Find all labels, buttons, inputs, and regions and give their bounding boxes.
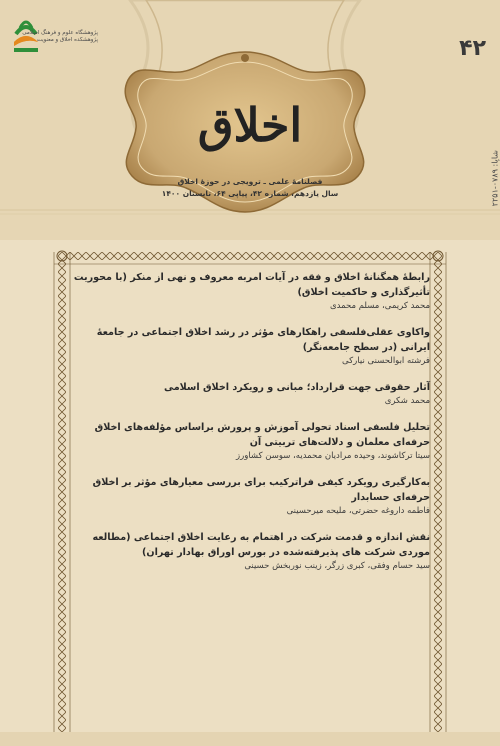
article-title: واکاوی عقلی‌فلسفی راهکارهای مؤثر در رشد اخلاق اجتماعی در جامعهٔ ایرانی (در سطح جامعه‌نگر) xyxy=(96,327,430,353)
list-item xyxy=(72,380,430,408)
list-item xyxy=(72,475,430,518)
bottom-band xyxy=(0,732,500,746)
list-item xyxy=(72,270,430,313)
article-authors: فرشته ابوالحسنی نیارکی xyxy=(342,356,430,366)
article-authors: سیتا ترکاشوند، وحیده مرادیان محمدیه، سوسن کشاورز xyxy=(236,451,430,461)
journal-title: اخلاق xyxy=(197,98,303,152)
list-item xyxy=(72,325,430,368)
journal-subtitle: فصلنامهٔ علمی ـ ترویجی در حوزهٔ اخلاق xyxy=(177,177,323,186)
article-title: به‌کارگیری رویکرد کیفی فراترکیب برای بررسی معیارهای مؤثر بر اخلاق حرفه‌ای حسابدار xyxy=(92,477,430,503)
article-authors: سید حسام وفقی، کبری زرگر، زینب نوربخش حسینی xyxy=(244,561,430,571)
article-authors: محمد کریمی، مسلم محمدی xyxy=(329,301,430,311)
article-title: رابطهٔ همگنانهٔ اخلاق و فقه در آیات امربه معروف و نهی از منکر (با محوریت تأثیرگذاری و حاکمیت اخلاق) xyxy=(73,272,430,298)
article-authors: فاطمه داروغه حضرتی، ملیحه میرحسینی xyxy=(286,506,430,516)
article-title: نقش اندازه و قدمت شرکت در اهتمام به رعایت اخلاق اجتماعی (مطالعه موردی شرکت های پذیرفته‌شده در بورس اوراق بهادار تهران) xyxy=(92,532,430,558)
issn-label: شاپا: ۰۷۸۹-۲۲۵۱ xyxy=(490,150,499,207)
list-item xyxy=(72,530,430,573)
issue-number: ۴۲ xyxy=(459,36,486,61)
publisher-line2: پژوهشکده اخلاق و معنویت xyxy=(36,37,98,43)
table-of-contents xyxy=(72,270,430,585)
article-title: تحلیل فلسفی اسناد تحولی آموزش و پرورش براساس مؤلفه‌های اخلاق حرفه‌ای معلمان و دلالت‌های تربیتی آن xyxy=(94,422,430,448)
publisher-name xyxy=(22,30,98,44)
article-authors: محمد شکری xyxy=(384,396,430,406)
article-title: آثار حقوقی جهت قرارداد؛ مبانی و رویکرد اخلاق اسلامی xyxy=(163,382,430,393)
list-item xyxy=(72,420,430,463)
publisher-line1: پژوهشگاه علوم و فرهنگ اسلامی xyxy=(22,30,98,36)
issue-info: سال یازدهم، شماره ۴۲، پیاپی ۶۴، تابستان ۱۴۰۰ xyxy=(161,189,339,198)
